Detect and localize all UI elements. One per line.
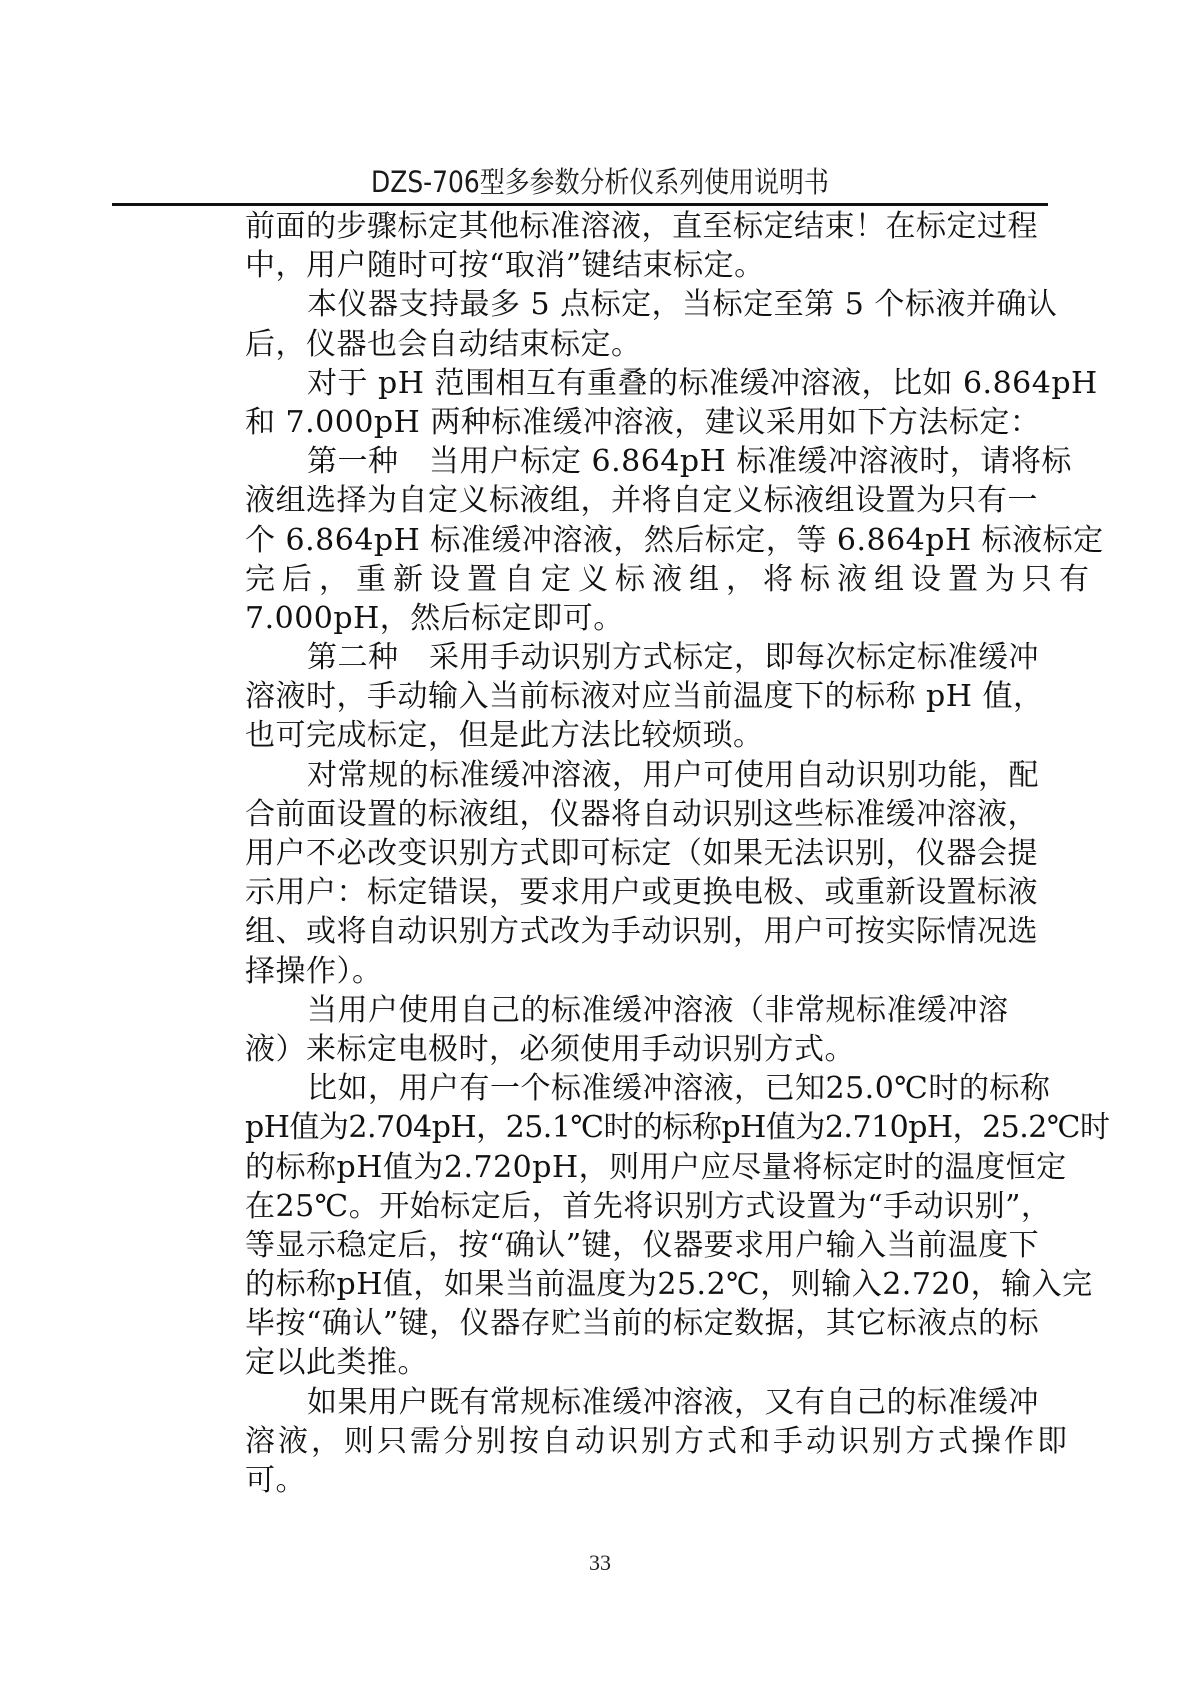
body-text	[245, 207, 1110, 1500]
text-line: 用户不必改变识别方式即可标定（如果无法识别，仪器会提	[245, 836, 1038, 871]
paragraph-start-line: 第一种 当用户标定 6.864pH 标准缓冲溶液时，请将标	[307, 444, 1072, 480]
text-line: 毕按“确认”键，仪器存贮当前的标定数据，其它标液点的标	[245, 1306, 1040, 1342]
text-line: 择操作）。	[245, 953, 383, 989]
paragraph-start-line: 对常规的标准缓冲溶液，用户可使用自动识别功能，配	[307, 757, 1039, 793]
text-line: 7.000pH，然后标定即可。	[245, 600, 624, 636]
paragraph-start-line: 对于 pH 范围相互有重叠的标准缓冲溶液，比如 6.864pH	[307, 365, 1098, 401]
text-line: 前面的步骤标定其他标准溶液，直至标定结束！在标定过程	[245, 209, 1038, 244]
running-header-title: DZS-706型多参数分析仪系列使用说明书	[371, 165, 829, 199]
text-line: 的标称pH值为2.720pH，则用户应尽量将标定时的温度恒定	[245, 1149, 1067, 1185]
text-line: 等显示稳定后，按“确认”键，仪器要求用户输入当前温度下	[245, 1227, 1040, 1263]
text-line: 溶液时，手动输入当前标液对应当前温度下的标称 pH 值，	[245, 679, 1044, 715]
paragraph-start-line: 比如，用户有一个标准缓冲溶液，已知25.0℃时的标称	[307, 1071, 1051, 1107]
text-line: 组、或将自动识别方式改为手动识别，用户可按实际情况选	[245, 914, 1038, 950]
text-line: pH值为2.704pH，25.1℃时的标称pH值为2.710pH，25.2℃时	[245, 1110, 1110, 1146]
text-line: 可。	[245, 1463, 306, 1498]
text-line: 也可完成标定，但是此方法比较烦琐。	[245, 718, 764, 754]
paragraph-start-line: 本仪器支持最多 5 点标定，当标定至第 5 个标液并确认	[307, 287, 1058, 323]
text-line: 在25℃。开始标定后，首先将识别方式设置为“手动识别”，	[245, 1188, 1052, 1224]
text-line: 的标称pH值，如果当前温度为25.2℃，则输入2.720，输入完	[245, 1267, 1093, 1303]
paragraph-start-line: 第二种 采用手动识别方式标定，即每次标定标准缓冲	[307, 640, 1039, 676]
text-line: 后，仪器也会自动结束标定。	[245, 326, 642, 362]
text-line: 合前面设置的标液组，仪器将自动识别这些标准缓冲溶液，	[245, 796, 1038, 832]
text-line: 示用户：标定错误，要求用户或更换电极、或重新设置标液	[245, 875, 1038, 911]
text-line: 溶液，则只需分别按自动识别方式和手动识别方式操作即	[245, 1423, 1070, 1459]
text-line: 完后，重新设置自定义标液组，将标液组设置为只有	[245, 561, 1096, 597]
text-line: 定以此类推。	[245, 1345, 428, 1381]
paragraph-start-line: 如果用户既有常规标准缓冲溶液，又有自己的标准缓冲	[307, 1384, 1039, 1420]
text-line: 个 6.864pH 标准缓冲溶液，然后标定，等 6.864pH 标液标定	[245, 522, 1104, 558]
text-line: 和 7.000pH 两种标准缓冲溶液，建议采用如下方法标定：	[245, 404, 1041, 440]
text-line: 中，用户随时可按“取消”键结束标定。	[245, 248, 765, 284]
text-line: 液组选择为自定义标液组，并将自定义标液组设置为只有一	[245, 483, 1038, 519]
page-number: 33	[589, 1550, 611, 1575]
text-line: 液）来标定电极时，必须使用手动识别方式。	[245, 1031, 855, 1067]
header-divider	[112, 203, 1048, 206]
paragraph-start-line: 当用户使用自己的标准缓冲溶液（非常规标准缓冲溶	[307, 992, 1009, 1028]
